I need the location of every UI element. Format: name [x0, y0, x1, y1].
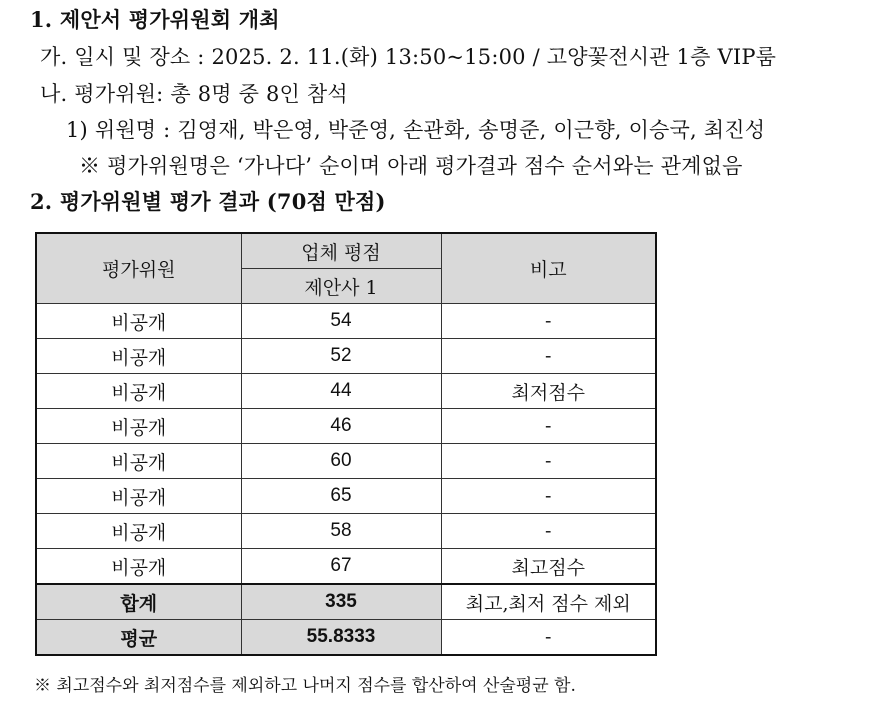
remark-cell: -: [441, 444, 656, 479]
score-cell: 65: [241, 479, 441, 514]
attendance-line: 나. 평가위원: 총 8명 중 8인 참석: [40, 82, 348, 106]
evaluator-cell: 비공개: [36, 304, 241, 339]
score-cell: 44: [241, 374, 441, 409]
table-row: [36, 549, 656, 585]
total-remark: 최고,최저 점수 제외: [441, 584, 656, 620]
remark-cell: -: [441, 339, 656, 374]
evaluator-cell: 비공개: [36, 549, 241, 585]
table-row: [36, 409, 656, 444]
score-cell: 54: [241, 304, 441, 339]
score-cell: 46: [241, 409, 441, 444]
evaluator-cell: 비공개: [36, 409, 241, 444]
average-label: 평균: [36, 620, 241, 656]
evaluator-cell: 비공개: [36, 514, 241, 549]
header-evaluator: 평가위원: [36, 233, 241, 304]
score-cell: 67: [241, 549, 441, 585]
score-cell: 52: [241, 339, 441, 374]
total-score: 335: [241, 584, 441, 620]
header-company: 제안사 1: [241, 269, 441, 304]
remark-cell: -: [441, 514, 656, 549]
average-row: [36, 620, 656, 656]
evaluator-cell: 비공개: [36, 479, 241, 514]
member-names-line: 1) 위원명 : 김영재, 박은영, 박준영, 손관화, 송명준, 이근향, 이승국, 최진성: [66, 118, 766, 142]
table-row: [36, 374, 656, 409]
order-note-line: ※ 평가위원명은 ‘가나다’ 순이며 아래 평가결과 점수 순서와는 관계없음: [79, 154, 743, 178]
header-remark: 비고: [441, 233, 656, 304]
remark-cell: 최고점수: [441, 549, 656, 585]
table-row: [36, 514, 656, 549]
score-cell: 60: [241, 444, 441, 479]
evaluator-cell: 비공개: [36, 444, 241, 479]
remark-cell: -: [441, 409, 656, 444]
total-label: 합계: [36, 584, 241, 620]
footnote: ※ 최고점수와 최저점수를 제외하고 나머지 점수를 합산하여 산술평균 함.: [34, 676, 576, 696]
section1-title: 1. 제안서 평가위원회 개최: [30, 7, 280, 32]
total-row: [36, 584, 656, 620]
remark-cell: 최저점수: [441, 374, 656, 409]
evaluator-cell: 비공개: [36, 339, 241, 374]
average-score: 55.8333: [241, 620, 441, 656]
evaluator-cell: 비공개: [36, 374, 241, 409]
section2-title: 2. 평가위원별 평가 결과 (70점 만점): [30, 189, 386, 214]
table-row: [36, 339, 656, 374]
remark-cell: -: [441, 479, 656, 514]
table-row: [36, 444, 656, 479]
average-remark: -: [441, 620, 656, 656]
header-score-group: 업체 평점: [241, 233, 441, 269]
schedule-location-line: 가. 일시 및 장소 : 2025. 2. 11.(화) 13:50~15:00 / 고양꽃전시관 1층 VIP룸: [40, 45, 777, 69]
table-row: [36, 479, 656, 514]
remark-cell: -: [441, 304, 656, 339]
evaluation-result-table: [35, 232, 657, 656]
score-cell: 58: [241, 514, 441, 549]
table-row: [36, 304, 656, 339]
